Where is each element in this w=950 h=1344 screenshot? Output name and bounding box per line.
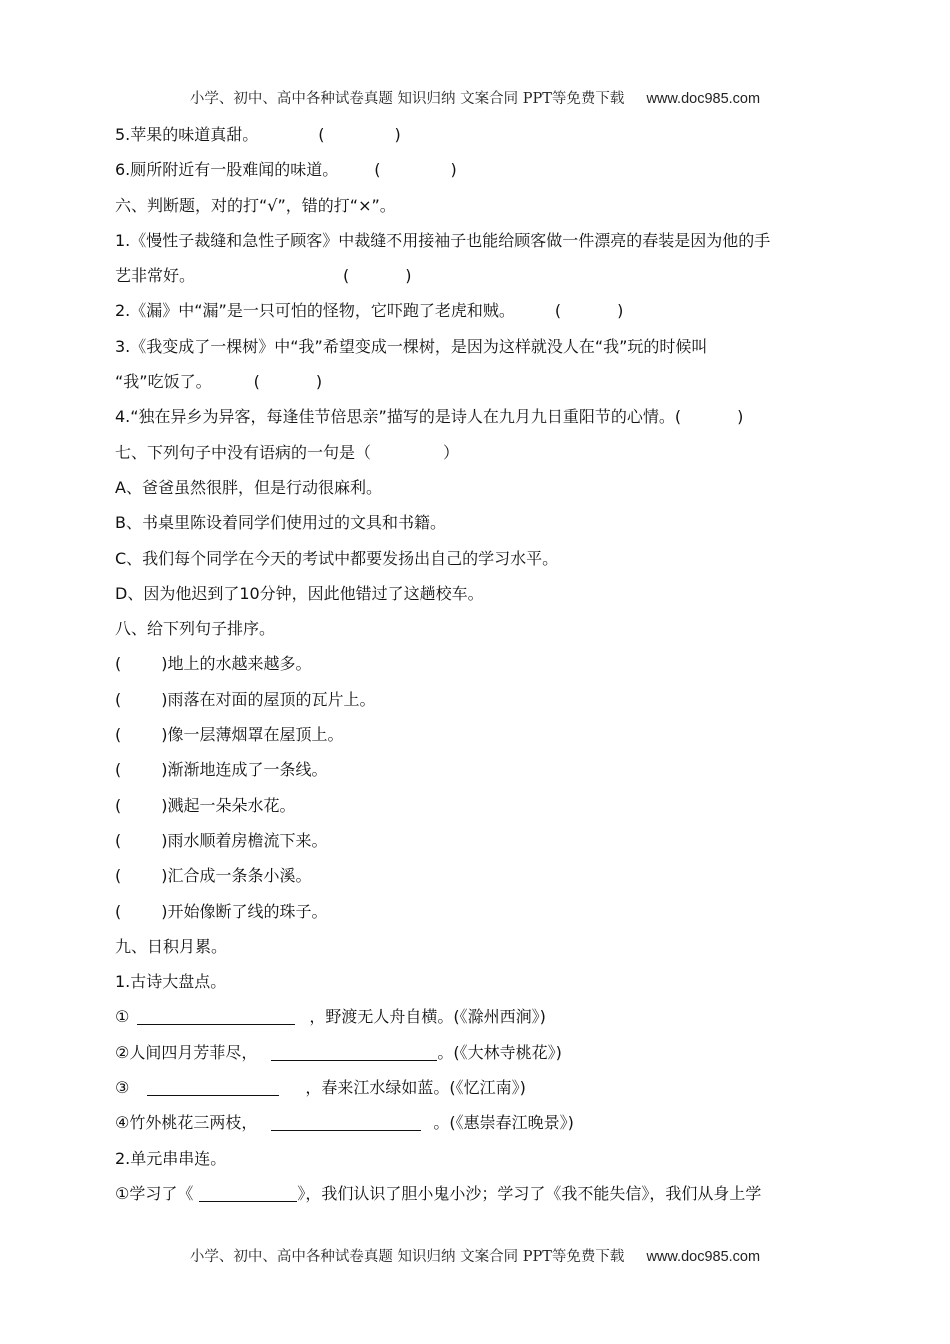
fill-blank[interactable] [271, 1042, 437, 1061]
order-paren[interactable]: ( ) [115, 654, 168, 674]
section-9-title: 九、日积月累。 [115, 936, 228, 956]
s8-item-text: 像一层薄烟罩在屋顶上。 [167, 725, 344, 745]
question-text: “我”吃饭了。 [115, 372, 212, 392]
poem-text: ，野渡无人舟自横。(《滁州西涧》) [309, 1007, 546, 1027]
page-footer [0, 1245, 950, 1266]
footer-text: 小学、初中、高中各种试卷真题 知识归纳 文案合同 PPT等免费下载 [189, 1249, 625, 1265]
order-paren[interactable]: ( ) [115, 760, 168, 780]
worksheet-content [115, 122, 845, 1216]
poem-text: ，春来江水绿如蓝。(《忆江南》) [305, 1078, 526, 1098]
question-text: 2.《漏》中“漏”是一只可怕的怪物，它吓跑了老虎和贼。 [115, 301, 515, 321]
s6-q1-line1: 1.《慢性子裁缝和急性子顾客》中裁缝不用接袖子也能给顾客做一件漂亮的春装是因为他的手 [115, 230, 771, 250]
s8-item [115, 757, 845, 792]
section-7-title-end: ） [443, 442, 460, 462]
fill-blank[interactable] [271, 1112, 421, 1131]
s8-item [115, 899, 845, 934]
answer-paren[interactable]: ( ) [374, 160, 457, 180]
s7-option-a: A、爸爸虽然很胖，但是行动很麻利。 [115, 477, 382, 497]
s9-sub1: 1.古诗大盘点。 [115, 972, 227, 992]
header-text: 小学、初中、高中各种试卷真题 知识归纳 文案合同 PPT等免费下载 [189, 91, 625, 107]
order-paren[interactable]: ( ) [115, 795, 168, 815]
fill-blank[interactable] [199, 1183, 297, 1202]
poem-1 [115, 1004, 845, 1039]
s8-item-text: 渐渐地连成了一条线。 [167, 760, 328, 780]
question-text: 艺非常好。 [115, 266, 196, 286]
s8-item [115, 793, 845, 828]
s8-item-text: 雨水顺着房檐流下来。 [167, 830, 328, 850]
s6-q4 [115, 404, 845, 439]
page-header [0, 87, 950, 108]
poem-end: 。(《大林寺桃花》) [437, 1042, 562, 1062]
order-paren[interactable]: ( ) [115, 901, 168, 921]
s6-q2 [115, 298, 845, 333]
unit-text-end: 》，我们认识了胆小鬼小沙；学习了《我不能失信》，我们从身上学 [297, 1183, 762, 1203]
s8-item-text: 开始像断了线的珠子。 [167, 901, 328, 921]
poem-3 [115, 1075, 845, 1110]
order-paren[interactable]: ( ) [115, 725, 168, 745]
s7-option-d: D、因为他迟到了10分钟，因此他错过了这趟校车。 [115, 583, 484, 603]
s6-q1-line2 [115, 263, 845, 298]
footer-site: www.doc985.com [646, 1249, 761, 1265]
s6-q3-line2 [115, 369, 845, 404]
section-8-title: 八、给下列句子排序。 [115, 619, 276, 639]
answer-paren[interactable]: ( ) [253, 372, 323, 392]
order-paren[interactable]: ( ) [115, 689, 168, 709]
poem-text: ②人间四月芳菲尽， [115, 1042, 258, 1062]
answer-paren[interactable]: ( ) [343, 266, 412, 286]
answer-paren[interactable]: ( ) [318, 125, 401, 144]
s7-option-b: B、书桌里陈设着同学们使用过的文具和书籍。 [115, 513, 446, 533]
poem-mark: ① [115, 1007, 130, 1027]
header-site: www.doc985.com [646, 91, 761, 107]
s7-option-c: C、我们每个同学在今天的考试中都要发扬出自己的学习水平。 [115, 548, 559, 568]
unit-1 [115, 1181, 845, 1216]
poem-mark: ③ [115, 1078, 130, 1098]
s9-sub2: 2.单元串串连。 [115, 1148, 227, 1168]
unit-text-start: ①学习了《 [115, 1183, 194, 1203]
s6-q3-line1: 3.《我变成了一棵树》中“我”希望变成一棵树，是因为这样就没人在“我”玩的时候叫 [115, 336, 708, 356]
answer-paren[interactable]: ( ) [674, 407, 744, 427]
answer-paren[interactable]: ( ) [554, 301, 624, 321]
poem-4 [115, 1110, 845, 1145]
section-7-title [115, 440, 845, 475]
order-paren[interactable]: ( ) [115, 866, 168, 886]
section-6-title: 六、判断题，对的打“√”，错的打“×”。 [115, 195, 396, 215]
s8-item-text: 雨落在对面的屋顶的瓦片上。 [167, 689, 376, 709]
question-text: 6.厕所附近有一股难闻的味道。 [115, 160, 339, 180]
poem-end: 。(《惠崇春江晚景》) [433, 1113, 574, 1133]
s8-item [115, 651, 845, 686]
s8-item [115, 828, 845, 863]
s5-q6 [115, 157, 845, 192]
question-text: 5.苹果的味道真甜。 [115, 125, 259, 144]
poem-text: ④竹外桃花三两枝， [115, 1113, 258, 1133]
s8-item-text: 地上的水越来越多。 [167, 654, 312, 674]
section-7-title-text: 七、下列句子中没有语病的一句是（ [115, 442, 372, 462]
s8-item [115, 687, 845, 722]
s8-item-text: 溅起一朵朵水花。 [167, 795, 296, 815]
order-paren[interactable]: ( ) [115, 830, 168, 850]
s8-item [115, 722, 845, 757]
fill-blank[interactable] [147, 1077, 279, 1096]
fill-blank[interactable] [137, 1006, 295, 1025]
question-text: 4.“独在异乡为异客，每逢佳节倍思亲”描写的是诗人在九月九日重阳节的心情。 [115, 407, 675, 427]
s5-q5 [115, 122, 845, 157]
poem-2 [115, 1040, 845, 1075]
s8-item-text: 汇合成一条条小溪。 [167, 866, 312, 886]
s8-item [115, 863, 845, 898]
